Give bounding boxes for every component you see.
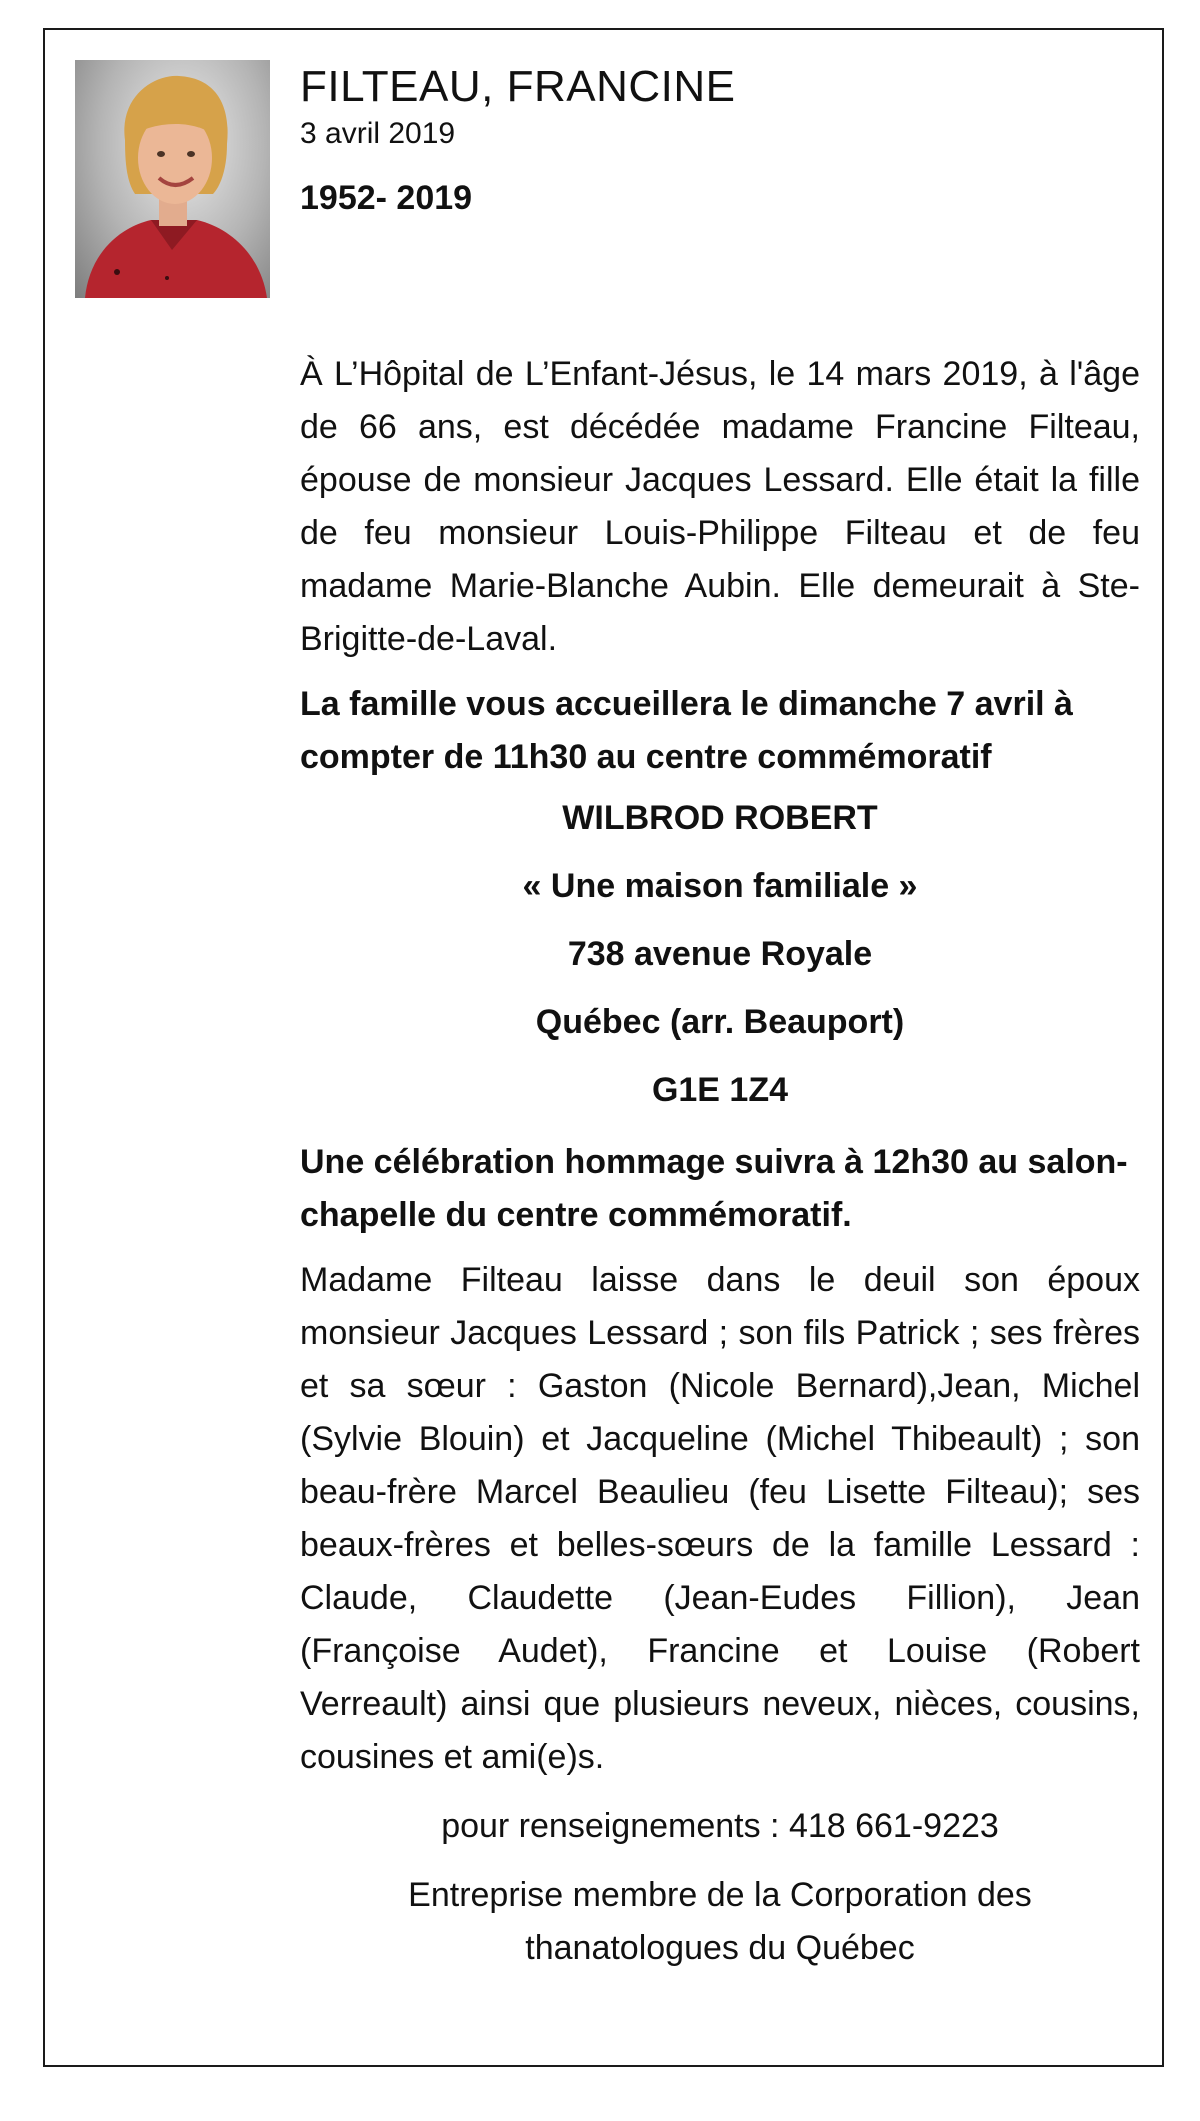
- life-years: 1952- 2019: [300, 179, 473, 217]
- notice-body: [300, 348, 1140, 1975]
- portrait-photo: [75, 60, 270, 298]
- address-postal-code: G1E 1Z4: [651, 1071, 789, 1109]
- funeral-home-tagline: « Une maison familiale »: [522, 867, 918, 905]
- deceased-name: FILTEAU, FRANCINE: [300, 62, 736, 111]
- death-notice-paragraph: À L’Hôpital de L’Enfant-Jésus, le 14 mars 2019, à l'âge de 66 ans, est décédée madame Francine Filteau, épouse de monsieur Jacques Lessard. Elle était la fille de feu monsieur Louis-Philippe Filteau et de feu madame Marie-Blanche Aubin. Elle demeurait à Ste-Brigitte-de-Laval.: [300, 355, 1140, 658]
- info-line: pour renseignements : 418 661-9223: [441, 1807, 999, 1845]
- address-city: Québec (arr. Beauport): [535, 1003, 905, 1041]
- visitation-paragraph: La famille vous accueillera le dimanche 7 avril à compter de 11h30 au centre commémoratif: [300, 685, 1073, 776]
- ceremony-paragraph: Une célébration hommage suivra à 12h30 au salon-chapelle du centre commémoratif.: [300, 1143, 1128, 1234]
- funeral-home-address: [300, 784, 1140, 1124]
- publication-date: 3 avril 2019: [300, 117, 456, 150]
- survivors-paragraph: Madame Filteau laisse dans le deuil son époux monsieur Jacques Lessard ; son fils Patrick ; ses frères et sa sœur : Gaston (Nicole Bernard),Jean, Michel (Sylvie Blouin) et Jacqueline (Michel Thibeault) ; son beau-frère Marcel Beaulieu (feu Lisette Filteau); ses beaux-frères et belles-sœurs de la famille Lessard : Claude, Claudette (Jean-Eudes Fillion), Jean (Françoise Audet), Francine et Louise (Robert Verreault) ainsi que plusieurs neveux, nièces, cousins, cousines et ami(e)s.: [300, 1261, 1140, 1776]
- membership-line-2: thanatologues du Québec: [525, 1929, 915, 1967]
- address-street: 738 avenue Royale: [567, 935, 873, 973]
- funeral-home-name: WILBROD ROBERT: [562, 799, 878, 837]
- membership-line-1: Entreprise membre de la Corporation des: [408, 1876, 1032, 1914]
